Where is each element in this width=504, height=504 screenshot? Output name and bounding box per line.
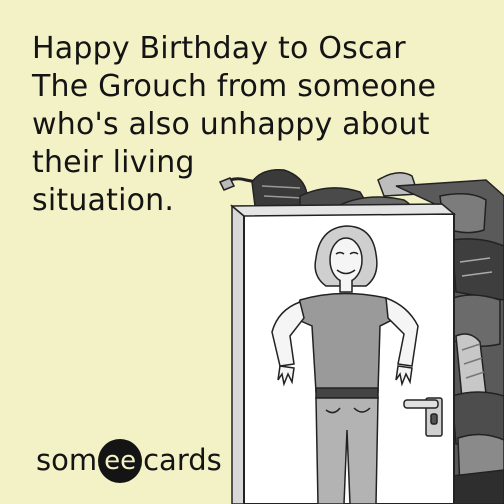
card-headline xyxy=(32,30,472,220)
headline-line: their living xyxy=(32,145,195,180)
logo-ee-badge: ee xyxy=(98,439,142,483)
headline-line: who's also unhappy about xyxy=(32,107,430,142)
headline-line: Happy Birthday to Oscar xyxy=(32,31,406,66)
someecards-logo xyxy=(36,438,222,482)
logo-part-cards: cards xyxy=(143,443,222,477)
headline-line: The Grouch from someone xyxy=(32,69,437,104)
headline-line: situation. xyxy=(32,183,175,218)
logo-part-som: som xyxy=(36,443,98,477)
